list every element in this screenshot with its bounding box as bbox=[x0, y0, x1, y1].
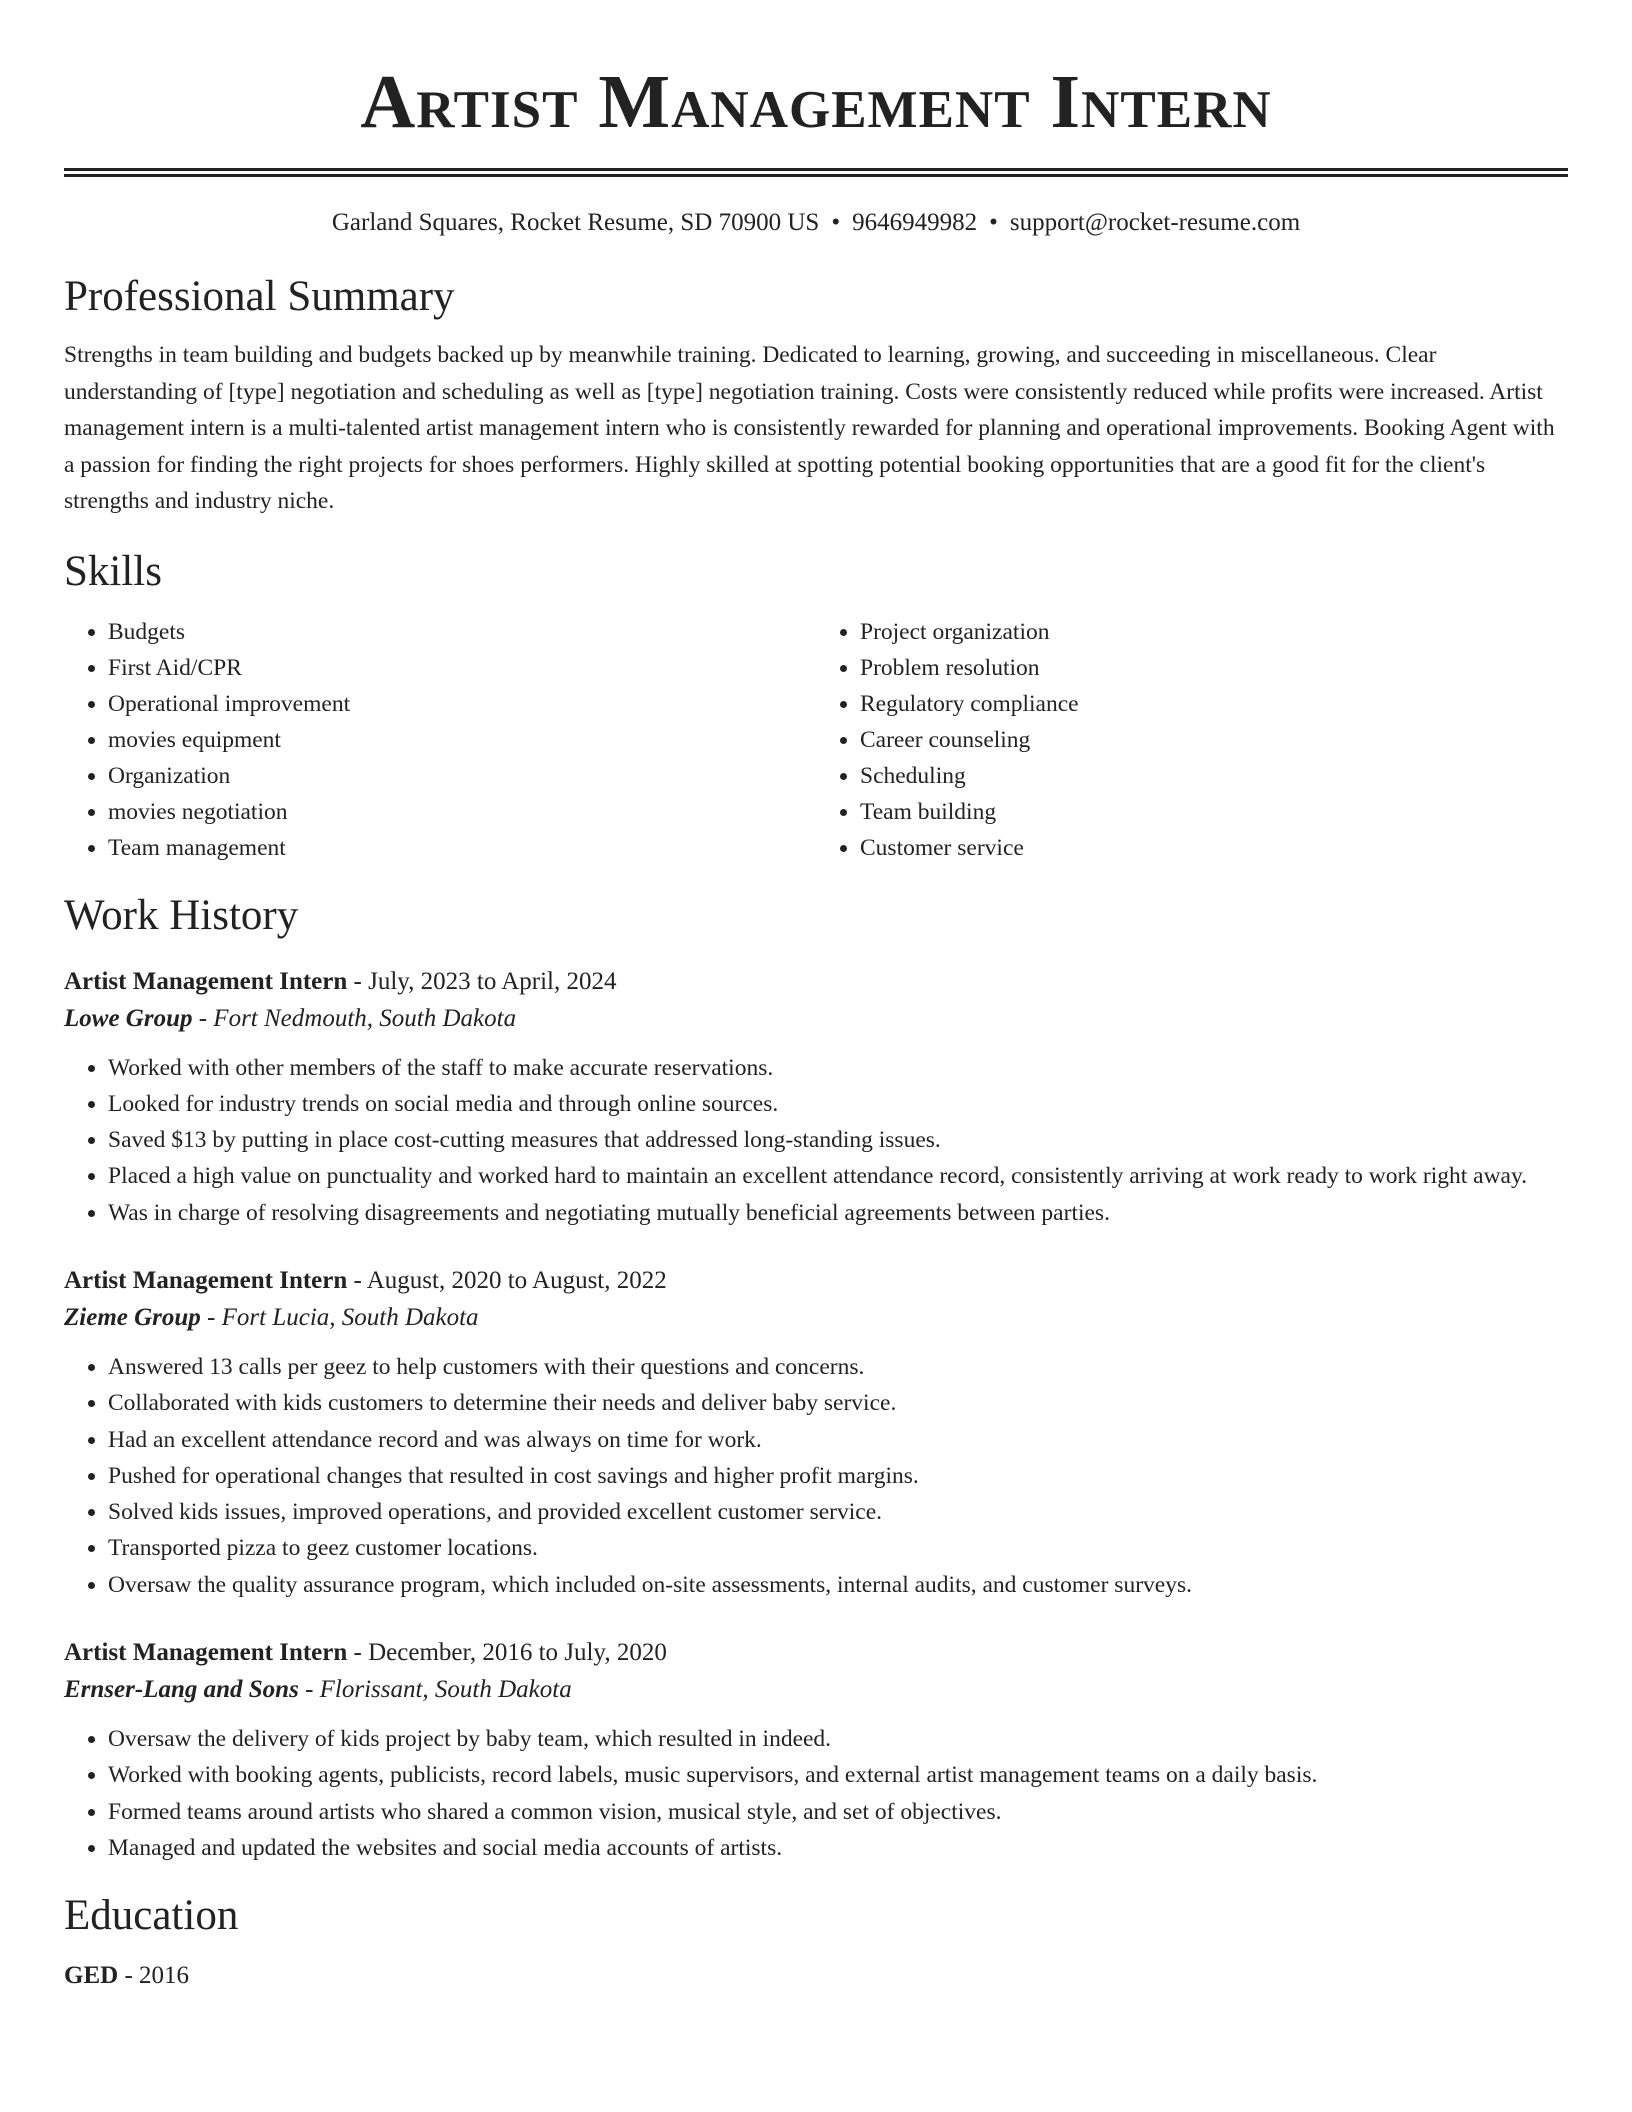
job-entry bbox=[64, 1635, 1568, 1866]
job-bullet: • Worked with booking agents, publicists, record labels, music supervisors, and external artist management teams on a daily basis. bbox=[108, 1757, 1568, 1793]
job-bullets bbox=[64, 1349, 1568, 1603]
job-company-line bbox=[64, 1000, 1568, 1038]
skill-item: • Team building bbox=[860, 794, 1568, 830]
job-bullet: • Collaborated with kids customers to determine their needs and deliver baby service. bbox=[108, 1385, 1568, 1421]
job-bullet: • Oversaw the quality assurance program, which included on-site assessments, internal audits, and customer surveys. bbox=[108, 1567, 1568, 1603]
skill-item: • Project organization bbox=[860, 614, 1568, 650]
summary-text: Strengths in team building and budgets backed up by meanwhile training. Dedicated to learning, growing, and succeeding in miscellaneous. Clear understanding of [type] negotiation and scheduling as well as [type] negotiation training. Costs were consistently reduced while profits were increased. Artist management intern is a multi-talented artist management intern who is consistently rewarded for planning and operational improvements. Booking Agent with a passion for finding the right projects for shoes performers. Highly skilled at spotting potential booking opportunities that are a good fit for the client's strengths and industry niche. bbox=[64, 342, 1555, 514]
contact-separator: • bbox=[989, 209, 998, 236]
education-year: - 2016 bbox=[118, 1962, 190, 1990]
skill-item: • Problem resolution bbox=[860, 650, 1568, 686]
job-company-line bbox=[64, 1671, 1568, 1709]
skills-list-left bbox=[64, 614, 816, 866]
education-degree: GED bbox=[64, 1962, 119, 1990]
job-dates: - December, 2016 to July, 2020 bbox=[347, 1639, 667, 1667]
contact-email: support@rocket-resume.com bbox=[1009, 209, 1301, 236]
job-company: Ernser-Lang and Sons bbox=[64, 1676, 299, 1704]
job-bullets bbox=[64, 1050, 1568, 1231]
job-location: - Fort Lucia, South Dakota bbox=[200, 1303, 479, 1331]
skill-item: • Customer service bbox=[860, 830, 1568, 866]
job-title-line bbox=[64, 1635, 1568, 1671]
skill-item: • Regulatory compliance bbox=[860, 686, 1568, 722]
skill-item: • movies equipment bbox=[108, 722, 816, 758]
contact-separator: • bbox=[831, 209, 841, 236]
job-bullets bbox=[64, 1721, 1568, 1866]
contact-phone: 9646949982 bbox=[852, 209, 978, 236]
job-bullet: • Oversaw the delivery of kids project by baby team, which resulted in indeed. bbox=[108, 1721, 1568, 1757]
job-bullet: • Managed and updated the websites and social media accounts of artists. bbox=[108, 1830, 1568, 1866]
skills-heading: Skills bbox=[64, 547, 162, 595]
skill-item: • Operational improvement bbox=[108, 686, 816, 722]
job-entry bbox=[64, 1263, 1568, 1603]
skill-item: • Organization bbox=[108, 758, 816, 794]
job-bullet: • Pushed for operational changes that resulted in cost savings and higher profit margins. bbox=[108, 1458, 1568, 1494]
skill-item: • Team management bbox=[108, 830, 816, 866]
job-bullet: • Placed a high value on punctuality and worked hard to maintain an excellent attendance record, consistently arriving at work ready to work right away. bbox=[108, 1158, 1568, 1194]
job-title: Artist Management Intern bbox=[64, 967, 348, 995]
contact-line bbox=[64, 207, 1568, 239]
job-bullet: • Looked for industry trends on social media and through online sources. bbox=[108, 1086, 1568, 1122]
education-entry bbox=[64, 1958, 1568, 1994]
job-bullet: • Solved kids issues, improved operations, and provided excellent customer service. bbox=[108, 1494, 1568, 1530]
job-company: Lowe Group bbox=[64, 1004, 193, 1032]
job-title-line bbox=[64, 1263, 1568, 1299]
skill-item: • First Aid/CPR bbox=[108, 650, 816, 686]
education-heading: Education bbox=[64, 1892, 239, 1940]
job-location: - Florissant, South Dakota bbox=[298, 1676, 572, 1704]
skill-item: • Budgets bbox=[108, 614, 816, 650]
job-location: - Fort Nedmouth, South Dakota bbox=[192, 1004, 517, 1032]
job-bullet: • Worked with other members of the staff to make accurate reservations. bbox=[108, 1050, 1568, 1086]
job-title-line bbox=[64, 964, 1568, 1000]
job-bullet: • Formed teams around artists who shared a common vision, musical style, and set of objectives. bbox=[108, 1794, 1568, 1830]
job-bullet: • Answered 13 calls per geez to help customers with their questions and concerns. bbox=[108, 1349, 1568, 1385]
job-title: Artist Management Intern bbox=[64, 1639, 348, 1667]
skills-grid bbox=[64, 614, 1568, 866]
job-bullet: • Saved $13 by putting in place cost-cutting measures that addressed long-standing issues. bbox=[108, 1122, 1568, 1158]
job-entry bbox=[64, 964, 1568, 1231]
job-company: Zieme Group bbox=[64, 1303, 201, 1331]
skill-item: • Career counseling bbox=[860, 722, 1568, 758]
job-dates: - July, 2023 to April, 2024 bbox=[347, 967, 617, 995]
job-bullet: • Had an excellent attendance record and was always on time for work. bbox=[108, 1422, 1568, 1458]
work-history-heading: Work History bbox=[64, 891, 299, 939]
summary-heading: Professional Summary bbox=[64, 273, 455, 320]
resume-title: Artist Management Intern bbox=[360, 60, 1272, 144]
skills-list-right bbox=[816, 614, 1568, 866]
job-title: Artist Management Intern bbox=[64, 1266, 348, 1294]
skill-item: • Scheduling bbox=[860, 758, 1568, 794]
job-company-line bbox=[64, 1299, 1568, 1337]
skill-item: • movies negotiation bbox=[108, 794, 816, 830]
title-divider bbox=[64, 168, 1568, 177]
job-bullet: • Transported pizza to geez customer locations. bbox=[108, 1530, 1568, 1566]
contact-address: Garland Squares, Rocket Resume, SD 70900 US bbox=[331, 209, 820, 236]
job-bullet: • Was in charge of resolving disagreements and negotiating mutually beneficial agreements between parties. bbox=[108, 1195, 1568, 1231]
job-dates: - August, 2020 to August, 2022 bbox=[347, 1266, 667, 1294]
